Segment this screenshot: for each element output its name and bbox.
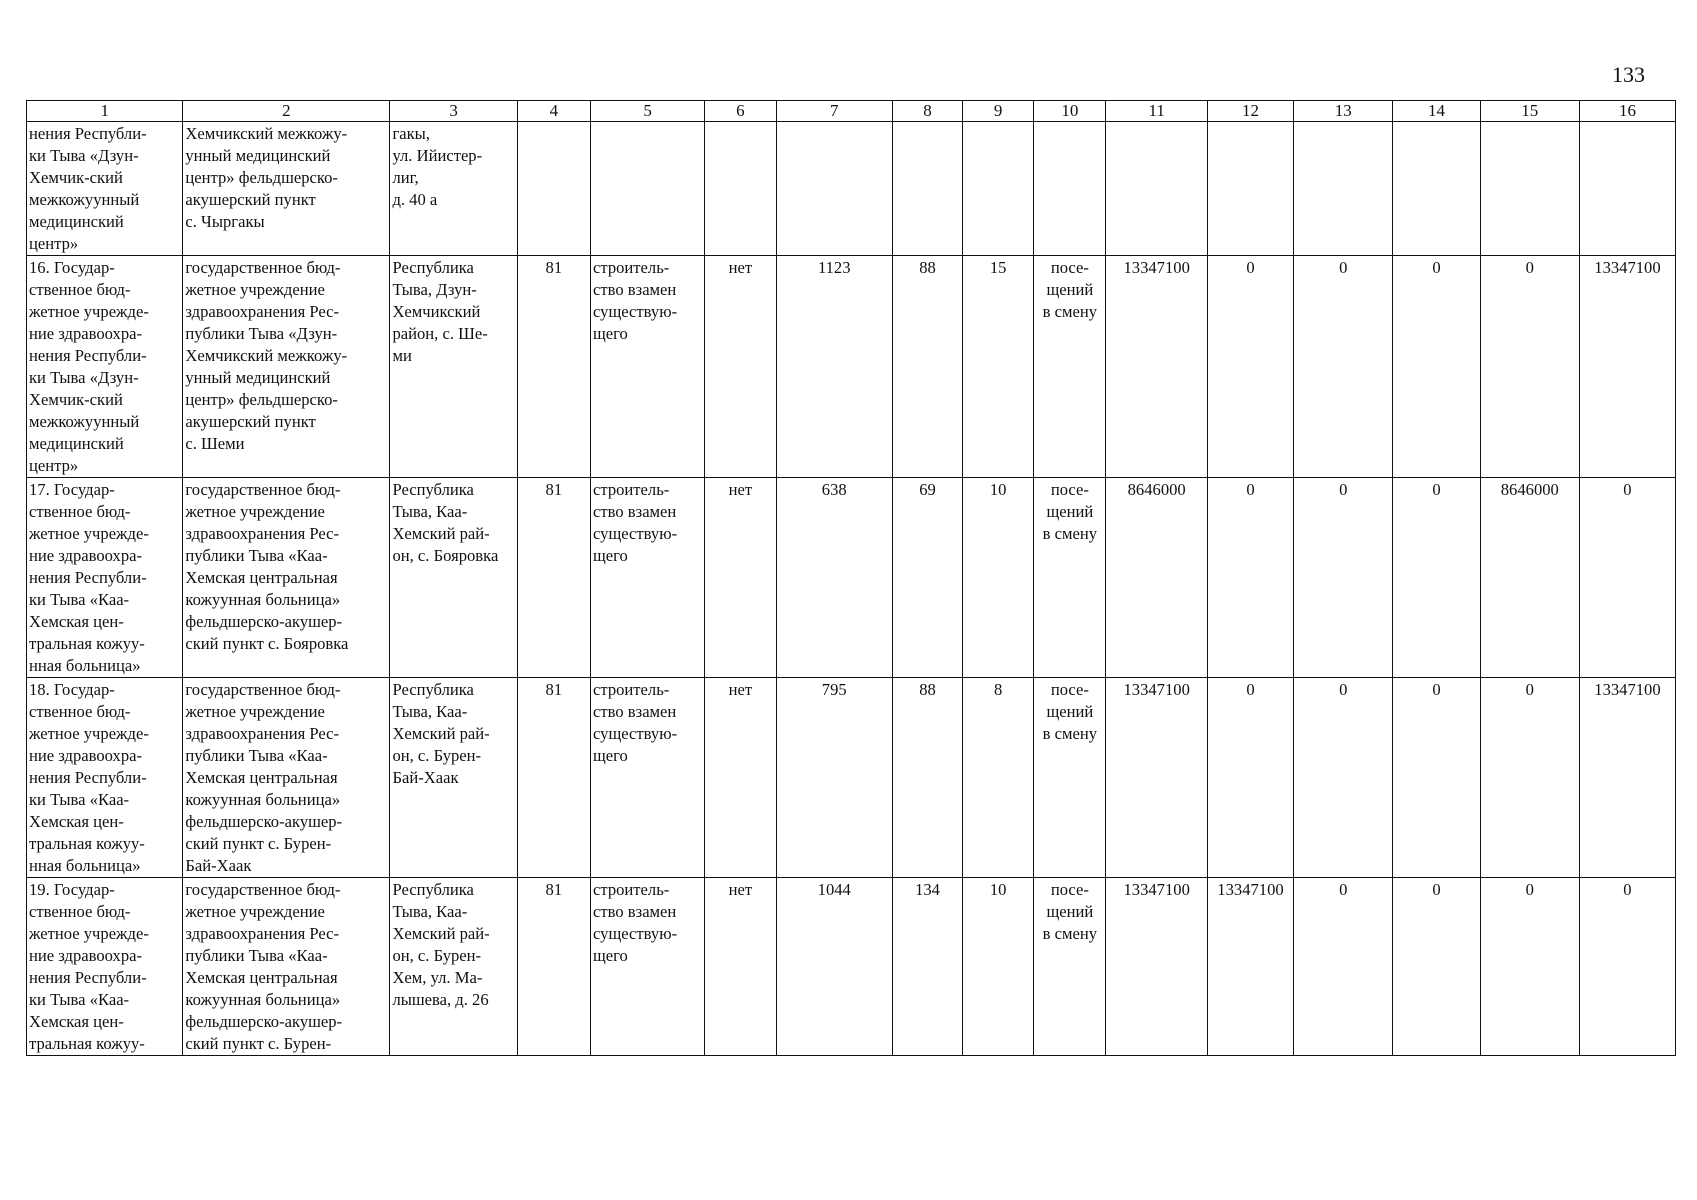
institution-name-cell <box>27 878 183 1056</box>
cell-text-line: здравоохранения Рес- <box>185 724 340 743</box>
cell-text-line: кожуунная больница» <box>185 590 341 609</box>
amount-year-1-cell: 0 <box>1207 256 1293 478</box>
page-number: 133 <box>1612 62 1645 87</box>
capacity-cell: 69 <box>892 478 962 678</box>
cell-text-line: жетное учреждение <box>185 902 325 921</box>
work-type-cell <box>591 256 705 478</box>
cell-text-line: щений <box>1046 502 1094 521</box>
capacity-unit-cell <box>1034 256 1106 478</box>
cell-text-line: Хемская цен- <box>29 612 124 631</box>
cell-text-line: тральная кожуу- <box>29 834 145 853</box>
cell-text-line: Хемская центральная <box>185 568 338 587</box>
cell-text-line: государственное бюд- <box>185 880 341 899</box>
total-amount-cell <box>1106 122 1207 256</box>
amount-year-3-cell: 0 <box>1393 878 1480 1056</box>
cell-text-line: строитель- <box>593 258 670 277</box>
cell-text-line: межкожуунный <box>29 412 140 431</box>
total-amount-cell: 13347100 <box>1106 878 1207 1056</box>
design-documentation-cell: нет <box>705 478 776 678</box>
column-number: 13 <box>1294 101 1393 122</box>
amount-year-1-cell: 0 <box>1207 678 1293 878</box>
cell-text-line: центр» фельдшерско- <box>185 168 338 187</box>
indicator-code-cell <box>517 122 590 256</box>
cell-text-line: ние здравоохра- <box>29 946 143 965</box>
cell-text-line: ки Тыва «Каа- <box>29 990 130 1009</box>
column-number: 2 <box>183 101 390 122</box>
cell-text-line: Тыва, Каа- <box>392 702 468 721</box>
cell-text-line: существую- <box>593 924 678 943</box>
amount-year-4-cell: 0 <box>1480 878 1579 1056</box>
cell-text-line: строитель- <box>593 680 670 699</box>
amount-year-4-cell: 8646000 <box>1480 478 1579 678</box>
column-number: 15 <box>1480 101 1579 122</box>
cell-text-line: публики Тыва «Дзун- <box>185 324 338 343</box>
cell-text-line: кожуунная больница» <box>185 990 341 1009</box>
total-amount-cell: 13347100 <box>1106 678 1207 878</box>
amount-year-5-cell: 0 <box>1579 478 1675 678</box>
cell-text-line: он, с. Бурен- <box>392 746 482 765</box>
cell-text-line: тральная кожуу- <box>29 634 145 653</box>
address-cell <box>390 256 517 478</box>
cell-text-line: Хемский рай- <box>392 524 490 543</box>
data-table <box>26 100 1676 1056</box>
address-cell <box>390 878 517 1056</box>
cell-text-line: ский пункт с. Бурен- <box>185 1034 332 1053</box>
cell-text-line: центр» <box>29 234 79 253</box>
cell-text-line: гакы, <box>392 124 430 143</box>
column-number: 12 <box>1207 101 1293 122</box>
object-name-cell <box>183 678 390 878</box>
indicator-code-cell: 81 <box>517 256 590 478</box>
cell-text-line: нная больница» <box>29 856 141 875</box>
cell-text-line: нная больница» <box>29 656 141 675</box>
column-number: 6 <box>705 101 776 122</box>
cell-text-line: в смену <box>1042 302 1098 321</box>
cell-text-line: жетное учрежде- <box>29 724 149 743</box>
cell-text-line: Республика <box>392 480 474 499</box>
cell-text-line: 16. Государ- <box>29 258 115 277</box>
area-cell: 1123 <box>776 256 892 478</box>
cell-text-line: Хемская центральная <box>185 768 338 787</box>
staff-cell: 10 <box>963 478 1034 678</box>
cell-text-line: публики Тыва «Каа- <box>185 546 328 565</box>
address-cell <box>390 678 517 878</box>
cell-text-line: фельдшерско-акушер- <box>185 812 343 831</box>
amount-year-1-cell: 0 <box>1207 478 1293 678</box>
cell-text-line: район, с. Ше- <box>392 324 488 343</box>
cell-text-line: он, с. Бояровка <box>392 546 499 565</box>
cell-text-line: Хемчикский межкожу- <box>185 124 348 143</box>
cell-text-line: Хемская цен- <box>29 1012 124 1031</box>
cell-text-line: лышева, д. 26 <box>392 990 489 1009</box>
cell-text-line: межкожуунный <box>29 190 140 209</box>
cell-text-line: ский пункт с. Бурен- <box>185 834 332 853</box>
cell-text-line: нения Республи- <box>29 768 147 787</box>
area-cell: 638 <box>776 478 892 678</box>
cell-text-line: Республика <box>392 880 474 899</box>
amount-year-2-cell <box>1294 122 1393 256</box>
cell-text-line: здравоохранения Рес- <box>185 302 340 321</box>
capacity-cell <box>892 122 962 256</box>
cell-text-line: ственное бюд- <box>29 502 131 521</box>
column-number: 5 <box>591 101 705 122</box>
institution-name-cell <box>27 122 183 256</box>
institution-name-cell <box>27 256 183 478</box>
cell-text-line: Хемский рай- <box>392 724 490 743</box>
cell-text-line: ский пункт с. Бояровка <box>185 634 349 653</box>
cell-text-line: унный медицинский <box>185 146 331 165</box>
cell-text-line: ки Тыва «Каа- <box>29 790 130 809</box>
cell-text-line: ство взамен <box>593 502 677 521</box>
cell-text-line: с. Шеми <box>185 434 245 453</box>
cell-text-line: Республика <box>392 680 474 699</box>
cell-text-line: он, с. Бурен- <box>392 946 482 965</box>
area-cell: 795 <box>776 678 892 878</box>
cell-text-line: публики Тыва «Каа- <box>185 746 328 765</box>
table-row <box>27 678 1676 878</box>
cell-text-line: ки Тыва «Каа- <box>29 590 130 609</box>
cell-text-line: жетное учреждение <box>185 702 325 721</box>
object-name-cell <box>183 256 390 478</box>
cell-text-line: ство взамен <box>593 902 677 921</box>
cell-text-line: нения Республи- <box>29 568 147 587</box>
cell-text-line: жетное учреждение <box>185 502 325 521</box>
design-documentation-cell: нет <box>705 678 776 878</box>
cell-text-line: унный медицинский <box>185 368 331 387</box>
cell-text-line: жетное учрежде- <box>29 524 149 543</box>
total-amount-cell: 13347100 <box>1106 256 1207 478</box>
cell-text-line: ние здравоохра- <box>29 746 143 765</box>
cell-text-line: публики Тыва «Каа- <box>185 946 328 965</box>
capacity-unit-cell <box>1034 478 1106 678</box>
work-type-cell <box>591 122 705 256</box>
cell-text-line: строитель- <box>593 880 670 899</box>
cell-text-line: государственное бюд- <box>185 258 341 277</box>
cell-text-line: ние здравоохра- <box>29 324 143 343</box>
amount-year-1-cell: 13347100 <box>1207 878 1293 1056</box>
cell-text-line: медицинский <box>29 434 124 453</box>
cell-text-line: Хемский рай- <box>392 924 490 943</box>
amount-year-5-cell <box>1579 122 1675 256</box>
cell-text-line: 19. Государ- <box>29 880 115 899</box>
cell-text-line: в смену <box>1042 724 1098 743</box>
cell-text-line: здравоохранения Рес- <box>185 924 340 943</box>
cell-text-line: 17. Государ- <box>29 480 115 499</box>
address-cell <box>390 478 517 678</box>
column-number: 3 <box>390 101 517 122</box>
cell-text-line: нения Республи- <box>29 346 147 365</box>
staff-cell: 10 <box>963 878 1034 1056</box>
cell-text-line: строитель- <box>593 480 670 499</box>
cell-text-line: нения Республи- <box>29 968 147 987</box>
indicator-code-cell: 81 <box>517 678 590 878</box>
column-number: 1 <box>27 101 183 122</box>
amount-year-4-cell: 0 <box>1480 678 1579 878</box>
cell-text-line: акушерский пункт <box>185 412 316 431</box>
amount-year-3-cell <box>1393 122 1480 256</box>
cell-text-line: здравоохранения Рес- <box>185 524 340 543</box>
work-type-cell <box>591 878 705 1056</box>
cell-text-line: Тыва, Дзун- <box>392 280 477 299</box>
table-row <box>27 878 1676 1056</box>
capacity-cell: 88 <box>892 678 962 878</box>
amount-year-5-cell: 0 <box>1579 878 1675 1056</box>
cell-text-line: жетное учреждение <box>185 280 325 299</box>
cell-text-line: Хем, ул. Ма- <box>392 968 483 987</box>
cell-text-line: щений <box>1046 280 1094 299</box>
capacity-cell: 134 <box>892 878 962 1056</box>
cell-text-line: фельдшерско-акушер- <box>185 612 343 631</box>
table-row <box>27 256 1676 478</box>
work-type-cell <box>591 478 705 678</box>
column-number: 9 <box>963 101 1034 122</box>
amount-year-5-cell: 13347100 <box>1579 256 1675 478</box>
cell-text-line: в смену <box>1042 524 1098 543</box>
amount-year-3-cell: 0 <box>1393 678 1480 878</box>
capacity-unit-cell <box>1034 678 1106 878</box>
area-cell <box>776 122 892 256</box>
amount-year-4-cell: 0 <box>1480 256 1579 478</box>
cell-text-line: щего <box>593 324 628 343</box>
cell-text-line: существую- <box>593 524 678 543</box>
cell-text-line: Хемская центральная <box>185 968 338 987</box>
amount-year-5-cell: 13347100 <box>1579 678 1675 878</box>
cell-text-line: ки Тыва «Дзун- <box>29 146 139 165</box>
indicator-code-cell: 81 <box>517 478 590 678</box>
column-number: 14 <box>1393 101 1480 122</box>
capacity-unit-cell <box>1034 122 1106 256</box>
cell-text-line: Тыва, Каа- <box>392 502 468 521</box>
amount-year-2-cell: 0 <box>1294 678 1393 878</box>
capacity-cell: 88 <box>892 256 962 478</box>
cell-text-line: ство взамен <box>593 702 677 721</box>
column-number: 11 <box>1106 101 1207 122</box>
cell-text-line: щений <box>1046 702 1094 721</box>
table-row <box>27 122 1676 256</box>
table-row <box>27 478 1676 678</box>
institution-name-cell <box>27 478 183 678</box>
cell-text-line: центр» фельдшерско- <box>185 390 338 409</box>
cell-text-line: медицинский <box>29 212 124 231</box>
cell-text-line: фельдшерско-акушер- <box>185 1012 343 1031</box>
capacity-unit-cell <box>1034 878 1106 1056</box>
cell-text-line: Хемчик-ский <box>29 390 123 409</box>
indicator-code-cell: 81 <box>517 878 590 1056</box>
cell-text-line: Бай-Хаак <box>392 768 459 787</box>
cell-text-line: ки Тыва «Дзун- <box>29 368 139 387</box>
cell-text-line: щений <box>1046 902 1094 921</box>
amount-year-2-cell: 0 <box>1294 256 1393 478</box>
amount-year-3-cell: 0 <box>1393 256 1480 478</box>
cell-text-line: жетное учрежде- <box>29 302 149 321</box>
column-number: 16 <box>1579 101 1675 122</box>
cell-text-line: Хемчикский межкожу- <box>185 346 348 365</box>
column-number: 7 <box>776 101 892 122</box>
cell-text-line: жетное учрежде- <box>29 924 149 943</box>
cell-text-line: щего <box>593 746 628 765</box>
cell-text-line: посе- <box>1050 880 1089 899</box>
cell-text-line: посе- <box>1050 680 1089 699</box>
cell-text-line: ние здравоохра- <box>29 546 143 565</box>
institution-name-cell <box>27 678 183 878</box>
amount-year-2-cell: 0 <box>1294 478 1393 678</box>
cell-text-line: 18. Государ- <box>29 680 115 699</box>
object-name-cell <box>183 122 390 256</box>
cell-text-line: кожуунная больница» <box>185 790 341 809</box>
cell-text-line: с. Чыргакы <box>185 212 265 231</box>
cell-text-line: посе- <box>1050 258 1089 277</box>
cell-text-line: ственное бюд- <box>29 902 131 921</box>
cell-text-line: существую- <box>593 302 678 321</box>
amount-year-3-cell: 0 <box>1393 478 1480 678</box>
cell-text-line: д. 40 а <box>392 190 438 209</box>
address-cell <box>390 122 517 256</box>
amount-year-4-cell <box>1480 122 1579 256</box>
total-amount-cell: 8646000 <box>1106 478 1207 678</box>
cell-text-line: щего <box>593 946 628 965</box>
cell-text-line: тральная кожуу- <box>29 1034 145 1053</box>
cell-text-line: ство взамен <box>593 280 677 299</box>
amount-year-2-cell: 0 <box>1294 878 1393 1056</box>
area-cell: 1044 <box>776 878 892 1056</box>
cell-text-line: центр» <box>29 456 79 475</box>
cell-text-line: в смену <box>1042 924 1098 943</box>
design-documentation-cell: нет <box>705 878 776 1056</box>
cell-text-line: государственное бюд- <box>185 680 341 699</box>
amount-year-1-cell <box>1207 122 1293 256</box>
cell-text-line: существую- <box>593 724 678 743</box>
cell-text-line: ул. Ийистер- <box>392 146 483 165</box>
staff-cell: 8 <box>963 678 1034 878</box>
cell-text-line: Хемчик-ский <box>29 168 123 187</box>
column-number-row <box>27 101 1676 122</box>
staff-cell <box>963 122 1034 256</box>
cell-text-line: лиг, <box>392 168 419 187</box>
cell-text-line: ми <box>392 346 412 365</box>
column-number: 10 <box>1034 101 1106 122</box>
object-name-cell <box>183 878 390 1056</box>
cell-text-line: ственное бюд- <box>29 280 131 299</box>
design-documentation-cell <box>705 122 776 256</box>
cell-text-line: нения Республи- <box>29 124 147 143</box>
cell-text-line: щего <box>593 546 628 565</box>
cell-text-line: Республика <box>392 258 474 277</box>
staff-cell: 15 <box>963 256 1034 478</box>
cell-text-line: Бай-Хаак <box>185 856 252 875</box>
cell-text-line: государственное бюд- <box>185 480 341 499</box>
column-number: 8 <box>892 101 962 122</box>
design-documentation-cell: нет <box>705 256 776 478</box>
object-name-cell <box>183 478 390 678</box>
table-body <box>27 101 1676 1056</box>
cell-text-line: Хемская цен- <box>29 812 124 831</box>
cell-text-line: посе- <box>1050 480 1089 499</box>
cell-text-line: ственное бюд- <box>29 702 131 721</box>
cell-text-line: Тыва, Каа- <box>392 902 468 921</box>
work-type-cell <box>591 678 705 878</box>
cell-text-line: Хемчикский <box>392 302 481 321</box>
column-number: 4 <box>517 101 590 122</box>
cell-text-line: акушерский пункт <box>185 190 316 209</box>
